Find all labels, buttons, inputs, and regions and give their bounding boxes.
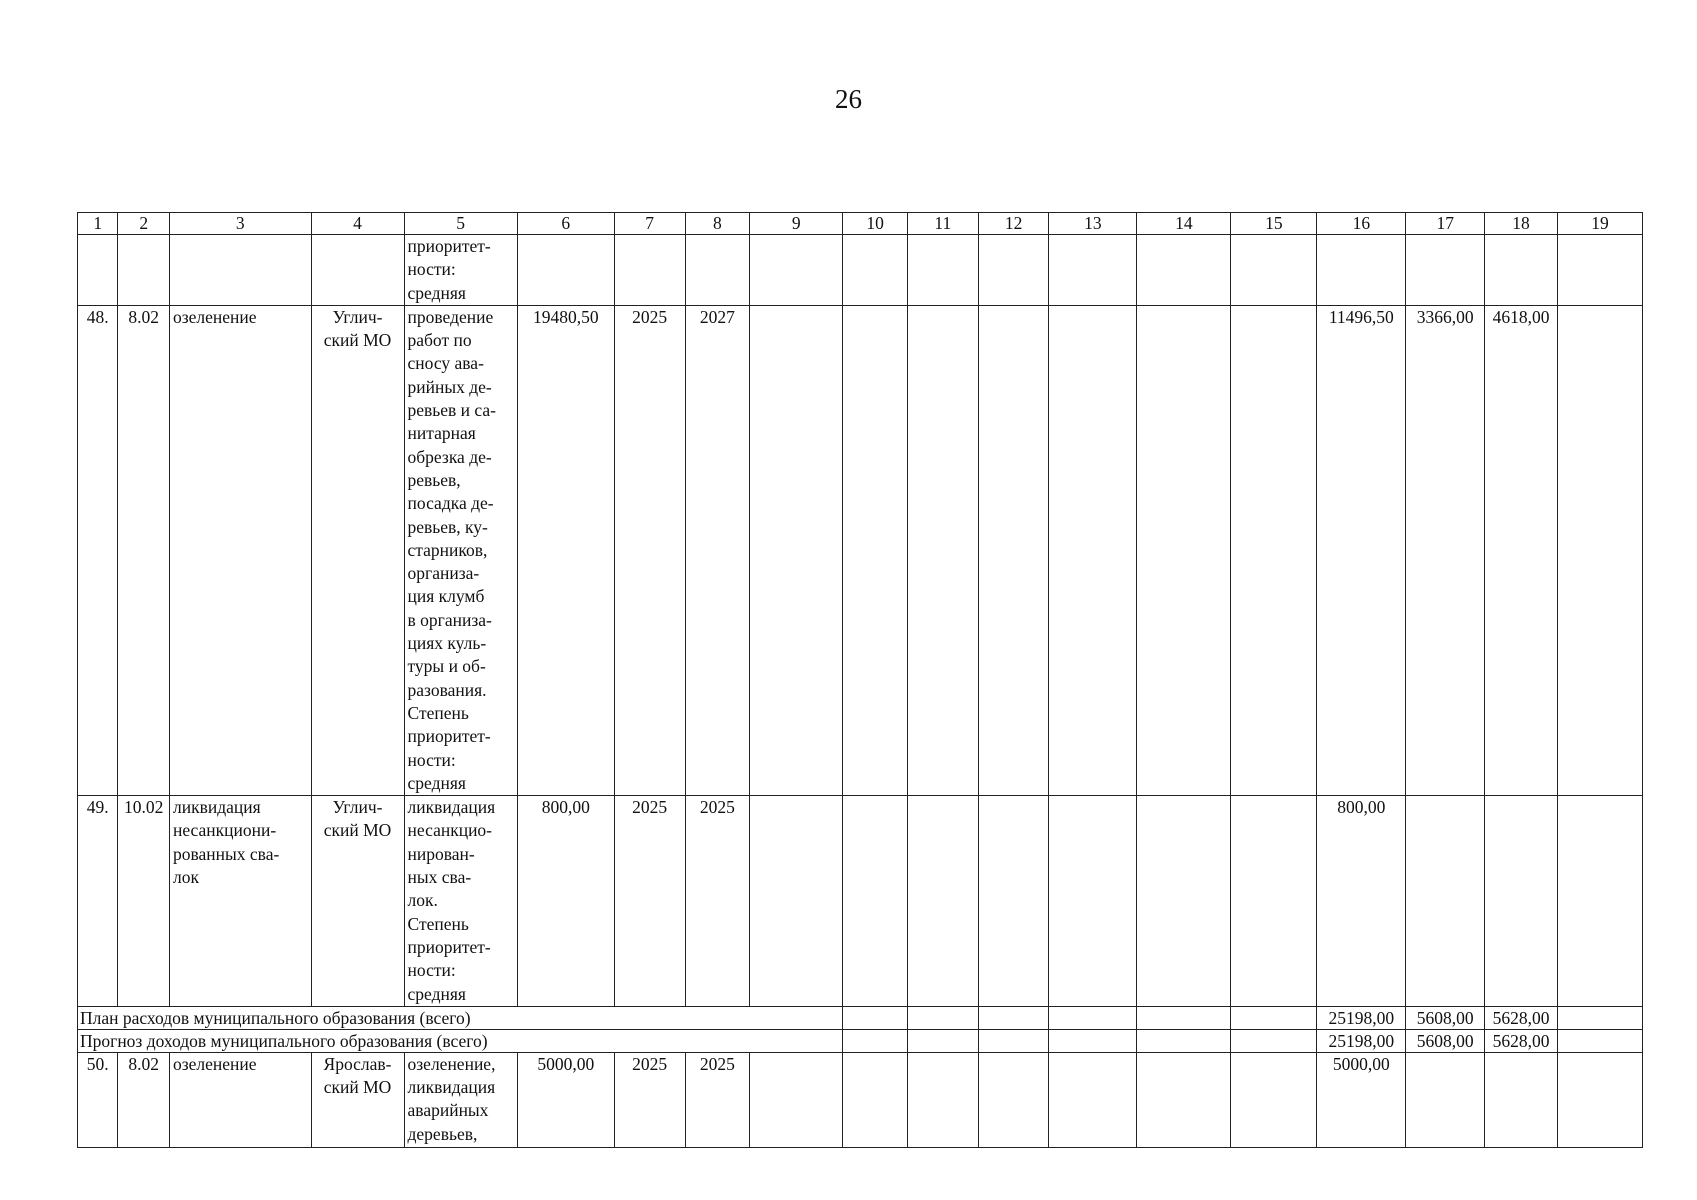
activity-cell: озеленение bbox=[169, 1052, 311, 1147]
header-cell: 3 bbox=[169, 213, 311, 235]
start-year-cell: 2025 bbox=[614, 796, 685, 1007]
activity-cell: ликвидация несанкциони- рованных сва- лок bbox=[169, 796, 311, 1007]
header-cell: 19 bbox=[1557, 213, 1642, 235]
expenses-total-label: План расходов муниципального образования (всего) bbox=[78, 1006, 843, 1029]
header-cell: 15 bbox=[1231, 213, 1317, 235]
header-cell: 7 bbox=[614, 213, 685, 235]
start-year-cell: 2025 bbox=[614, 305, 685, 795]
row-number: 49. bbox=[78, 796, 118, 1007]
code-cell: 8.02 bbox=[118, 1052, 170, 1147]
code-cell: 10.02 bbox=[118, 796, 170, 1007]
municipality-cell: Углич- ский МО bbox=[311, 796, 404, 1007]
expenses-total-17: 5608,00 bbox=[1406, 1006, 1485, 1029]
amount-cell-17: 3366,00 bbox=[1406, 305, 1485, 795]
total-cost-cell: 5000,00 bbox=[517, 1052, 614, 1147]
priority-text: приоритет- ности: средняя bbox=[404, 235, 517, 306]
start-year-cell: 2025 bbox=[614, 1052, 685, 1147]
header-cell: 16 bbox=[1317, 213, 1406, 235]
header-cell: 18 bbox=[1485, 213, 1558, 235]
municipality-cell: Ярослав- ский МО bbox=[311, 1052, 404, 1147]
header-cell: 17 bbox=[1406, 213, 1485, 235]
row-number: 50. bbox=[78, 1052, 118, 1147]
header-cell: 12 bbox=[978, 213, 1049, 235]
revenue-total-18: 5628,00 bbox=[1485, 1029, 1558, 1052]
end-year-cell: 2025 bbox=[685, 1052, 750, 1147]
total-cost-cell: 800,00 bbox=[517, 796, 614, 1007]
amount-cell-16: 11496,50 bbox=[1317, 305, 1406, 795]
program-table bbox=[77, 212, 1643, 1148]
header-cell: 8 bbox=[685, 213, 750, 235]
revenue-total-row bbox=[78, 1029, 1643, 1052]
end-year-cell: 2027 bbox=[685, 305, 750, 795]
total-cost-cell: 19480,50 bbox=[517, 305, 614, 795]
end-year-cell: 2025 bbox=[685, 796, 750, 1007]
header-cell: 2 bbox=[118, 213, 170, 235]
table-row-49 bbox=[78, 796, 1643, 1007]
revenue-total-17: 5608,00 bbox=[1406, 1029, 1485, 1052]
municipality-cell: Углич- ский МО bbox=[311, 305, 404, 795]
header-cell: 13 bbox=[1049, 213, 1137, 235]
description-cell: ликвидация несанкцио- нирован- ных сва- лок. Степень приоритет- ности: средняя bbox=[404, 796, 517, 1007]
table-row-50 bbox=[78, 1052, 1643, 1147]
header-cell: 5 bbox=[404, 213, 517, 235]
header-cell: 1 bbox=[78, 213, 118, 235]
header-cell: 6 bbox=[517, 213, 614, 235]
revenue-total-16: 25198,00 bbox=[1317, 1029, 1406, 1052]
revenue-total-label: Прогноз доходов муниципального образования (всего) bbox=[78, 1029, 843, 1052]
code-cell: 8.02 bbox=[118, 305, 170, 795]
header-cell: 14 bbox=[1137, 213, 1231, 235]
description-cell: озеленение, ликвидация аварийных деревьев, bbox=[404, 1052, 517, 1147]
expenses-total-18: 5628,00 bbox=[1485, 1006, 1558, 1029]
amount-cell-16: 800,00 bbox=[1317, 796, 1406, 1007]
description-cell: проведение работ по сносу ава- рийных де- ревьев и са- нитарная обрезка де- ревьев, посадка де- ревьев, ку- старников, организа- ция клумб в организа- циях куль- туры и об- разования. Степень приоритет- ности: средняя bbox=[404, 305, 517, 795]
header-cell: 10 bbox=[843, 213, 908, 235]
header-row bbox=[78, 213, 1643, 235]
header-cell: 11 bbox=[907, 213, 978, 235]
expenses-total-row bbox=[78, 1006, 1643, 1029]
row-number: 48. bbox=[78, 305, 118, 795]
expenses-total-16: 25198,00 bbox=[1317, 1006, 1406, 1029]
table-row-continued bbox=[78, 235, 1643, 306]
page-number: 26 bbox=[835, 84, 862, 114]
header-cell: 9 bbox=[750, 213, 843, 235]
amount-cell-16: 5000,00 bbox=[1317, 1052, 1406, 1147]
header-cell: 4 bbox=[311, 213, 404, 235]
table-row-48 bbox=[78, 305, 1643, 795]
activity-cell: озеленение bbox=[169, 305, 311, 795]
amount-cell-18: 4618,00 bbox=[1485, 305, 1558, 795]
